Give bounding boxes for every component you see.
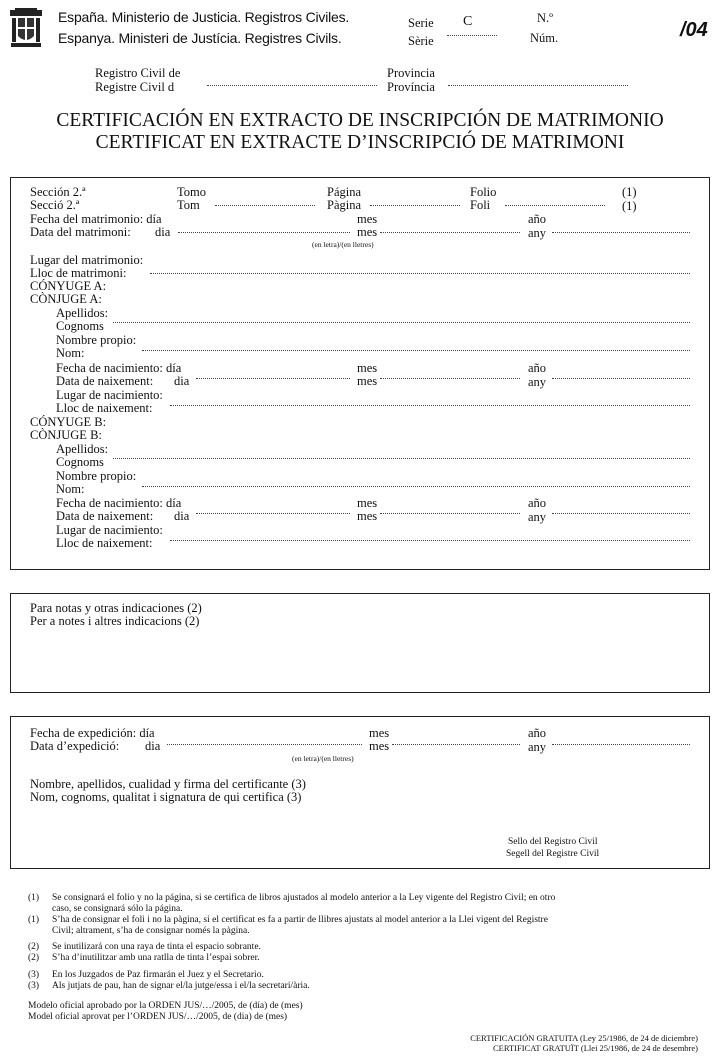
conyuge-b-mes-field[interactable] (380, 513, 520, 514)
conyuge-b-anio-label-ca: any (528, 510, 547, 524)
footnote-3-ca: Als jutjats de pau, han de signar el/la jutge/essa i el/la secretari/ària. (52, 981, 310, 991)
conyuge-a-mes-field[interactable] (380, 378, 520, 379)
conyuge-a-lugar-label-ca: Lloc de naixement: (56, 401, 153, 415)
conyuge-b-apellidos-label-es: Apellidos: (56, 442, 109, 456)
coat-of-arms-icon (8, 8, 44, 50)
num-label-es: N.º (537, 11, 554, 25)
conyuge-a-anio-field[interactable] (552, 378, 690, 379)
expedicion-dia-field[interactable] (167, 744, 362, 745)
footnote-2-ref-es: (2) (28, 942, 40, 952)
footnote-3-ref-es: (3) (28, 970, 40, 980)
folio-label-es: Folio (470, 185, 497, 199)
provincia-field[interactable] (448, 85, 628, 86)
expedicion-mes-label-ca: mes (369, 739, 390, 753)
conyuge-b-fecha-nac-label-es: Fecha de nacimiento: día (56, 496, 182, 510)
conyuge-a-heading-ca: CÒNJUGE A: (30, 292, 102, 306)
conyuge-b-heading-ca: CÒNJUGE B: (30, 428, 102, 442)
conyuge-b-apellidos-label-ca: Cognoms (56, 455, 104, 469)
provincia-label-ca: Província (387, 80, 435, 94)
footnote-1-ref-es: (1) (28, 893, 40, 903)
fecha-matrimonio-mes-field[interactable] (380, 232, 520, 233)
serie-value: C (463, 14, 473, 29)
expedicion-mes-field[interactable] (392, 744, 520, 745)
fecha-matrimonio-anio-field[interactable] (552, 232, 690, 233)
lugar-matrimonio-label-es: Lugar del matrimonio: (30, 253, 144, 267)
lugar-matrimonio-field[interactable] (150, 273, 690, 274)
conyuge-b-lugar-label-es: Lugar de nacimiento: (56, 523, 163, 537)
footnote-1-es-line2: caso, se consignará sólo la página. (52, 904, 183, 914)
conyuge-b-mes-label-ca: mes (357, 509, 378, 523)
tomo-label-ca: Tom (177, 198, 200, 212)
folio-field[interactable] (505, 205, 605, 206)
sello-label-es: Sello del Registro Civil (508, 837, 598, 847)
title-es: CERTIFICACIÓN EN EXTRACTO DE INSCRIPCIÓN DE MATRIMONIO (56, 110, 664, 131)
conyuge-b-heading-es: CÓNYUGE B: (30, 415, 107, 429)
anio-label-ca: any (528, 226, 547, 240)
expedicion-anio-label-es: año (528, 726, 547, 740)
gratuita-label-ca: CERTIFICAT GRATUÏT (Llei 25/1986, de 24 de desembre) (492, 1043, 698, 1053)
mes-label-es: mes (357, 212, 378, 226)
conyuge-a-dia-label-ca: dia (174, 374, 190, 388)
footnote-1-ca-line1: S’ha de consignar el foli i no la pàgina, si el certificat es fa a partir de llibres ajustats al model anterior a la Llei vigent del Registre (52, 915, 548, 925)
conyuge-b-nombre-label-ca: Nom: (56, 482, 85, 496)
firma-label-ca: Nom, cognoms, qualitat i signatura de qui certifica (3) (30, 790, 302, 804)
footnote-1-ca-line2: Civil; altrament, s’ha de consignar només la pàgina. (52, 926, 250, 936)
conyuge-b-lugar-label-ca: Lloc de naixement: (56, 536, 153, 550)
footnote-3-ref-ca: (3) (28, 981, 40, 991)
modelo-oficial-es: Modelo oficial aprobado por la ORDEN JUS/…/2005, de (día) de (mes) (28, 1001, 303, 1011)
firma-label-es: Nombre, apellidos, cualidad y firma del certificante (3) (30, 777, 306, 791)
conyuge-a-heading-es: CÓNYUGE A: (30, 279, 107, 293)
fecha-matrimonio-label-es: Fecha del matrimonio: día (30, 212, 162, 226)
conyuge-b-nombre-field[interactable] (142, 486, 690, 487)
pagina-label-es: Página (327, 185, 362, 199)
expedicion-anio-field[interactable] (552, 744, 690, 745)
conyuge-b-dia-label-ca: dia (174, 509, 190, 523)
footnote-1-ref-ca: (1) (28, 915, 40, 925)
pagina-label-ca: Pàgina (327, 198, 362, 212)
num-label-ca: Núm. (530, 31, 559, 45)
form-code: /04 (680, 19, 708, 41)
seccion-label-ca: Secció 2.ª (30, 198, 80, 212)
notes-label-ca: Per a notes i altres indicacions (2) (30, 614, 200, 628)
expedicion-mes-label-es: mes (369, 726, 390, 740)
modelo-oficial-ca: Model oficial aprovat per l’ORDEN JUS/…/2005, de (dia) de (mes) (28, 1012, 288, 1022)
note-1-ref-ca: (1) (622, 199, 637, 213)
conyuge-a-fecha-nac-label-es: Fecha de nacimiento: día (56, 361, 182, 375)
conyuge-a-mes-label-es: mes (357, 361, 378, 375)
footnote-2-ref-ca: (2) (28, 953, 40, 963)
expedicion-en-letra-hint: (en letra)/(en lletres) (292, 754, 354, 763)
fecha-matrimonio-dia-field[interactable] (178, 232, 350, 233)
registro-field[interactable] (207, 85, 377, 86)
footnote-2-ca: S’ha d’inutilitzar amb una ratlla de tinta l’espai sobrer. (52, 953, 260, 963)
conyuge-a-nombre-label-ca: Nom: (56, 346, 85, 360)
footnote-1-es-line1: Se consignará el folio y no la página, si se certifica de libros ajustados al modelo anterior a la Ley vigente del Registro Civil; en otro (52, 893, 556, 903)
pagina-field[interactable] (370, 205, 460, 206)
conyuge-b-anio-field[interactable] (552, 513, 690, 514)
expedicion-dia-label-ca: dia (145, 739, 161, 753)
anio-label-es: año (528, 212, 547, 226)
serie-label-ca: Sèrie (408, 34, 434, 48)
gratuita-label-es: CERTIFICACIÓN GRATUITA (Ley 25/1986, de 24 de diciembre) (470, 1033, 698, 1043)
footnote-2-es: Se inutilizará con una raya de tinta el espacio sobrante. (52, 942, 261, 952)
dia-label-ca: dia (155, 225, 171, 239)
conyuge-b-dia-field[interactable] (196, 513, 350, 514)
note-1-ref-es: (1) (622, 185, 637, 199)
conyuge-a-lugar-label-es: Lugar de nacimiento: (56, 388, 163, 402)
expedicion-anio-label-ca: any (528, 740, 547, 754)
conyuge-a-mes-label-ca: mes (357, 374, 378, 388)
fecha-expedicion-label-es: Fecha de expedición: día (30, 726, 155, 740)
conyuge-b-fecha-nac-label-ca: Data de naixement: (56, 509, 154, 523)
registro-label-ca: Registre Civil d (95, 80, 175, 94)
tomo-field[interactable] (215, 205, 315, 206)
conyuge-a-apellidos-field[interactable] (113, 322, 690, 323)
serie-label-es: Serie (408, 16, 434, 30)
conyuge-a-apellidos-label-es: Apellidos: (56, 306, 109, 320)
ministry-name-es: España. Ministerio de Justicia. Registros Civiles. (58, 9, 350, 25)
en-letra-hint: (en letra)/(en lletres) (312, 240, 374, 249)
tomo-label-es: Tomo (177, 185, 206, 199)
conyuge-b-nombre-label-es: Nombre propio: (56, 469, 137, 483)
fecha-matrimonio-label-ca: Data del matrimoni: (30, 225, 131, 239)
provincia-label-es: Provincia (387, 66, 435, 80)
conyuge-a-dia-field[interactable] (196, 378, 350, 379)
fecha-expedicion-label-ca: Data d’expedició: (30, 739, 120, 753)
notes-label-es: Para notas y otras indicaciones (2) (30, 601, 202, 615)
conyuge-a-anio-label-ca: any (528, 375, 547, 389)
seccion-label-es: Sección 2.ª (30, 185, 86, 199)
ministry-name-ca: Espanya. Ministeri de Justícia. Registres Civils. (58, 30, 342, 46)
sello-label-ca: Segell del Registre Civil (506, 849, 600, 859)
mes-label-ca: mes (357, 225, 378, 239)
conyuge-a-fecha-nac-label-ca: Data de naixement: (56, 374, 154, 388)
folio-label-ca: Foli (470, 198, 491, 212)
conyuge-a-apellidos-label-ca: Cognoms (56, 319, 104, 333)
conyuge-b-lugar-field[interactable] (170, 540, 690, 541)
conyuge-a-anio-label-es: año (528, 361, 547, 375)
serie-line[interactable] (447, 35, 497, 36)
registro-label-es: Registro Civil de (95, 66, 181, 80)
lugar-matrimonio-label-ca: Lloc de matrimoni: (30, 266, 127, 280)
footnote-3-es: En los Juzgados de Paz firmarán el Juez y el Secretario. (52, 970, 264, 980)
title-ca: CERTIFICAT EN EXTRACTE D’INSCRIPCIÓ DE MATRIMONI (95, 132, 625, 153)
conyuge-b-apellidos-field[interactable] (113, 458, 690, 459)
conyuge-a-lugar-field[interactable] (170, 405, 690, 406)
conyuge-b-anio-label-es: año (528, 496, 547, 510)
conyuge-a-nombre-field[interactable] (142, 350, 690, 351)
conyuge-b-mes-label-es: mes (357, 496, 378, 510)
conyuge-a-nombre-label-es: Nombre propio: (56, 333, 137, 347)
